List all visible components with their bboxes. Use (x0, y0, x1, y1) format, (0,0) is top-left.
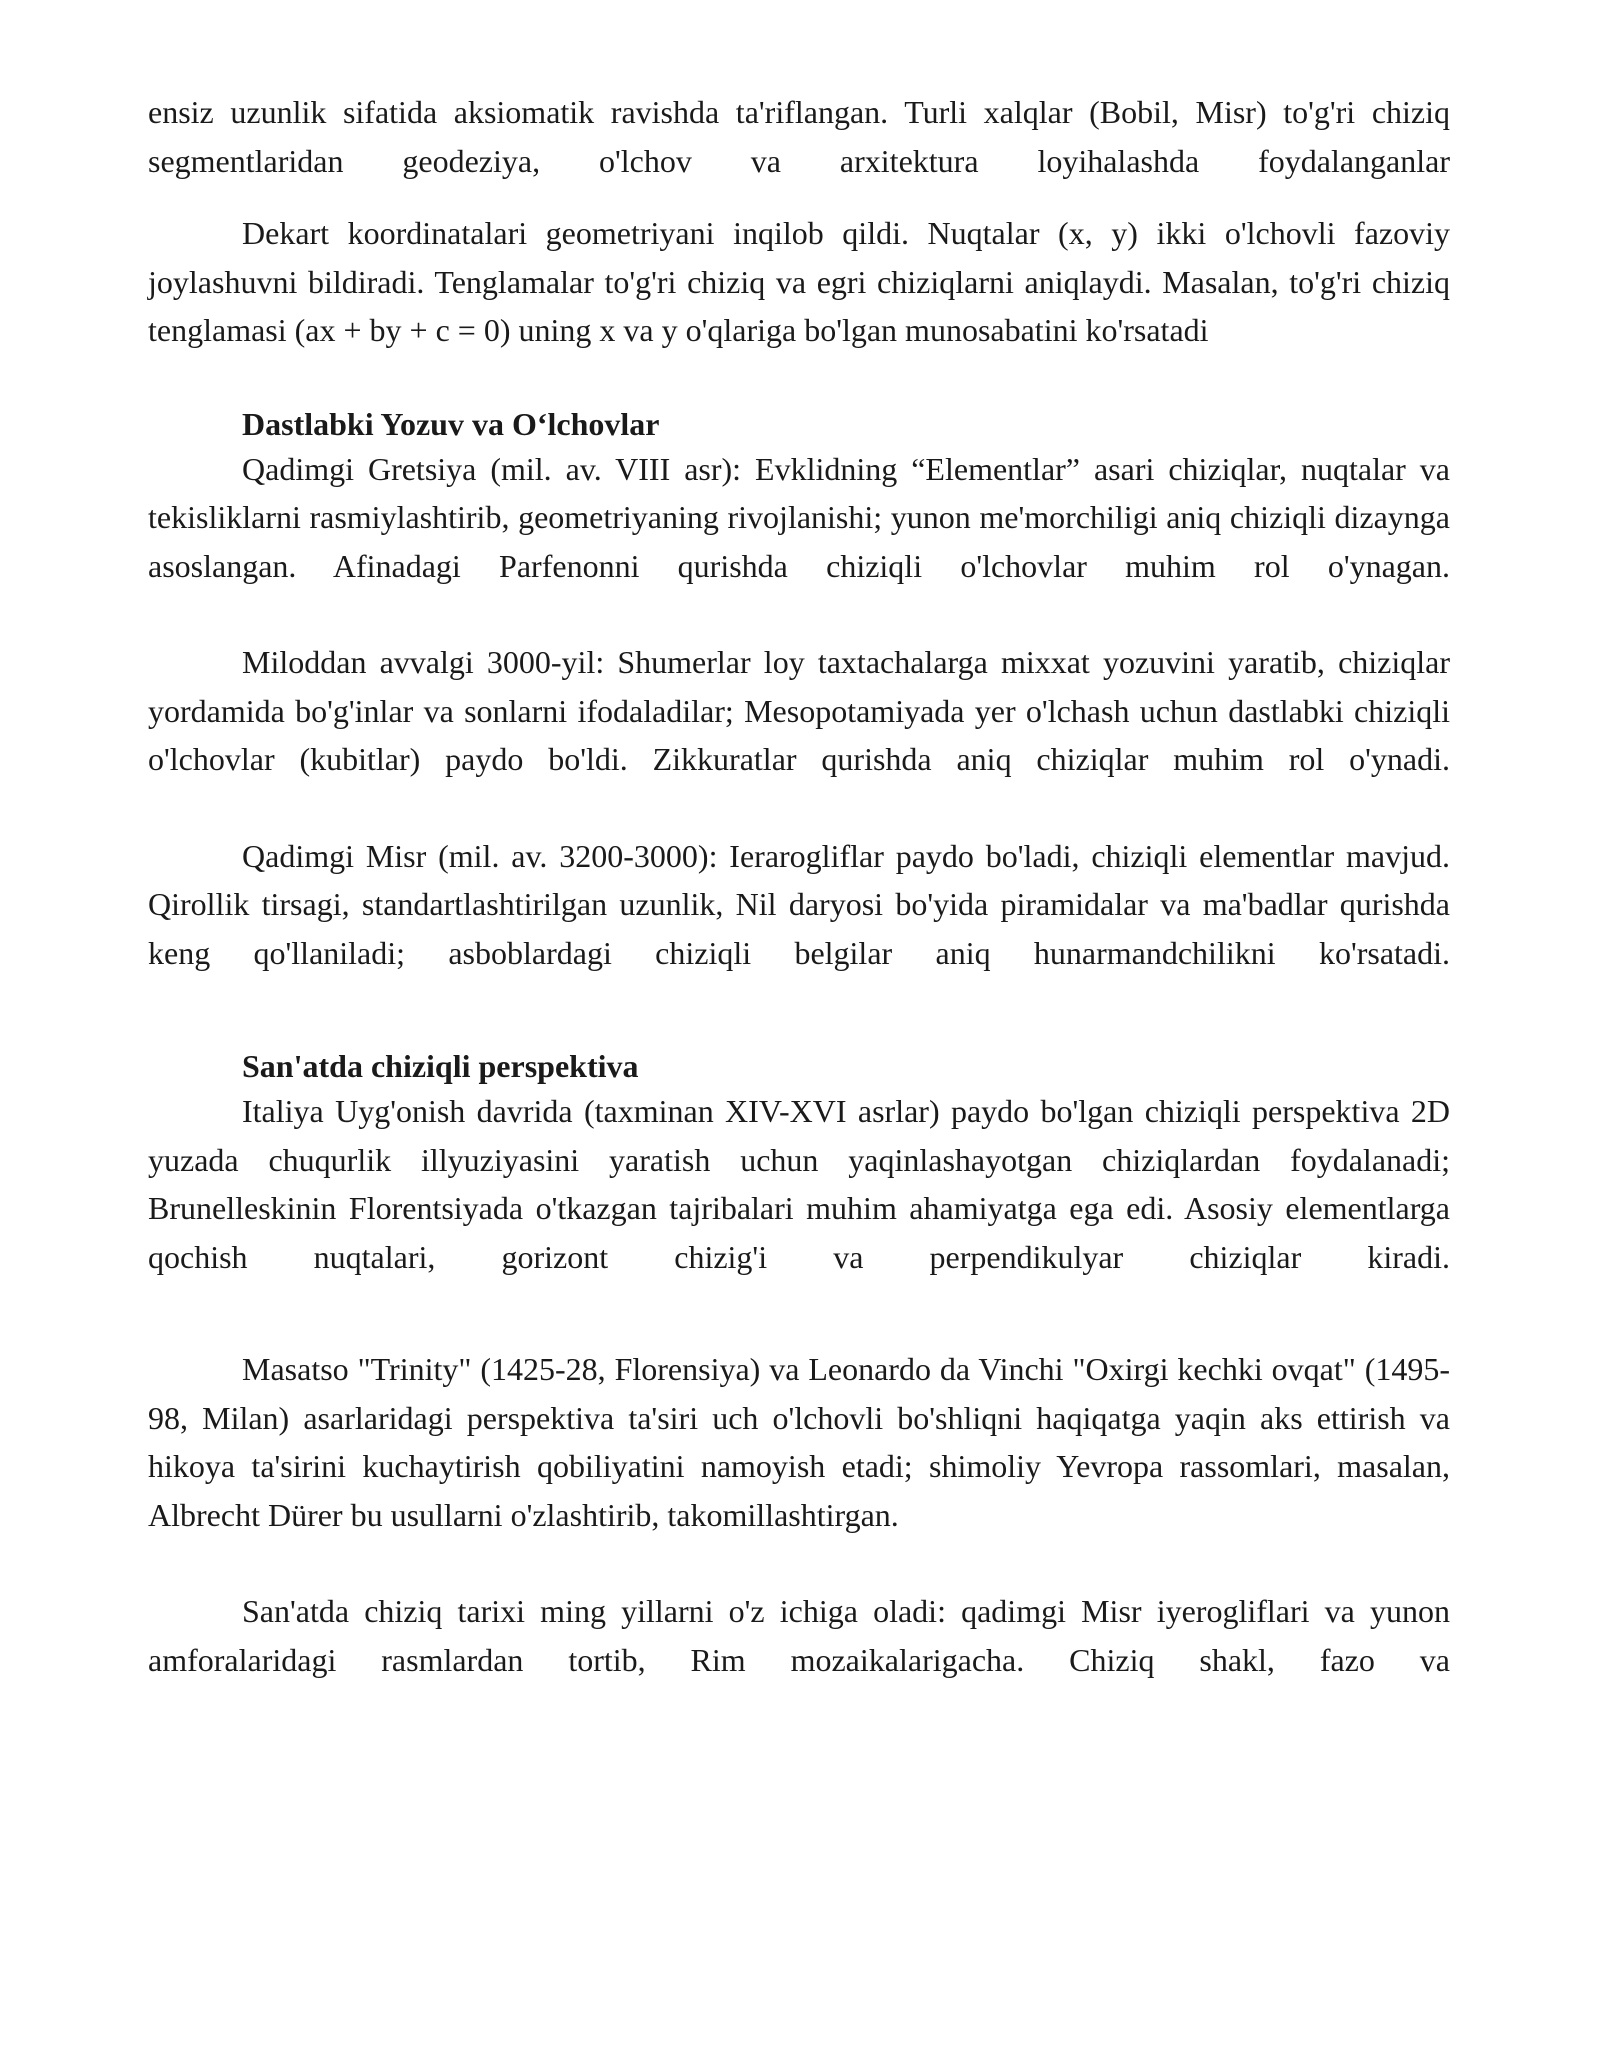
paragraph-ancient-greece: Qadimgi Gretsiya (mil. av. VIII asr): Evklidning “Elementlar” asari chiziqlar, nuqtalar va tekisliklarni rasmiylashtirib, geometriyaning rivojlanishi; yunon me'morchiligi aniq chiziqli dizaynga asoslangan. Afinadagi Parfenonni qurishda chiziqli o'lchovlar muhim rol o'ynagan. (148, 450, 1450, 584)
paragraph-line-definition: ensiz uzunlik sifatida aksiomatik ravishda ta'riflangan. Turli xalqlar (Bobil, Misr) to'g'ri chiziq segmentlaridan geodeziya, o'lchov va arxitektura loyihalashda foydalanganlar (148, 94, 1450, 179)
paragraph-cartesian-coordinates: Dekart koordinatalari geometriyani inqilob qildi. Nuqtalar (x, y) ikki o'lchovli fazoviy joylashuvni bildiradi. Tenglamalar to'g'ri chiziq va egri chiziqlarni aniqlaydi. Masalan, to'g'ri chiziq tenglamasi (ax + by + c = 0) uning x va y o'qlariga bo'lgan munosabatini ko'rsatadi (148, 215, 1450, 348)
paragraph-masaccio-leonardo: Masatso "Trinity" (1425-28, Florensiya) va Leonardo da Vinchi "Oxirgi kechki ovqat" (1495-98, Milan) asarlaridagi perspektiva ta'siri uch o'lchovli bo'shliqni haqiqatga yaqin aks ettirish va hikoya ta'sirini kuchaytirish qobiliyatini namoyish etadi; shimoliy Yevropa rassomlari, masalan, Albrecht Dürer bu usullarni o'zlashtirib, takomillashtirgan. (148, 1351, 1450, 1533)
paragraph-sumer: Miloddan avvalgi 3000-yil: Shumerlar loy taxtachalarga mixxat yozuvini yaratib, chiziqlar yordamida bo'g'inlar va sonlarni ifodaladilar; Mesopotamiyada yer o'lchash uchun dastlabki chiziqli o'lchovlar (kubitlar) paydo bo'ldi. Zikkuratlar qurishda aniq chiziqlar muhim rol o'ynadi. (148, 644, 1450, 777)
paragraph-ancient-egypt: Qadimgi Misr (mil. av. 3200-3000): Ierarogliflar paydo bo'ladi, chiziqli elementlar mavjud. Qirollik tirsagi, standartlashtirilgan uzunlik, Nil daryosi bo'yida piramidalar va ma'badlar qurishda keng qo'llaniladi; asboblardagi chiziqli belgilar aniq hunarmandchilikni ko'rsatadi. (148, 837, 1450, 971)
heading-early-writing: Dastlabki Yozuv va Oʻlchovlar (242, 405, 660, 442)
paragraph-italian-renaissance: Italiya Uyg'onish davrida (taxminan XIV-XVI asrlar) paydo bo'lgan chiziqli perspektiva 2D yuzada chuqurlik illyuziyasini yaratish uchun yaqinlashayotgan chiziqlardan foydalanadi; Brunelleskinin Florentsiyada o'tkazgan tajribalari muhim ahamiyatga ega edi. Asosiy elementlarga qochish nuqtalari, gorizont chizig'i va perpendikulyar chiziqlar kiradi. (148, 1093, 1450, 1275)
heading-linear-perspective: San'atda chiziqli perspektiva (242, 1048, 639, 1084)
paragraph-line-in-art-history: San'atda chiziq tarixi ming yillarni o'z ichiga oladi: qadimgi Misr iyerogliflari va yunon amforalaridagi rasmlardan tortib, Rim mozaikalarigacha. Chiziq shakl, fazo va (148, 1593, 1450, 1678)
document-page (148, 88, 1450, 1684)
